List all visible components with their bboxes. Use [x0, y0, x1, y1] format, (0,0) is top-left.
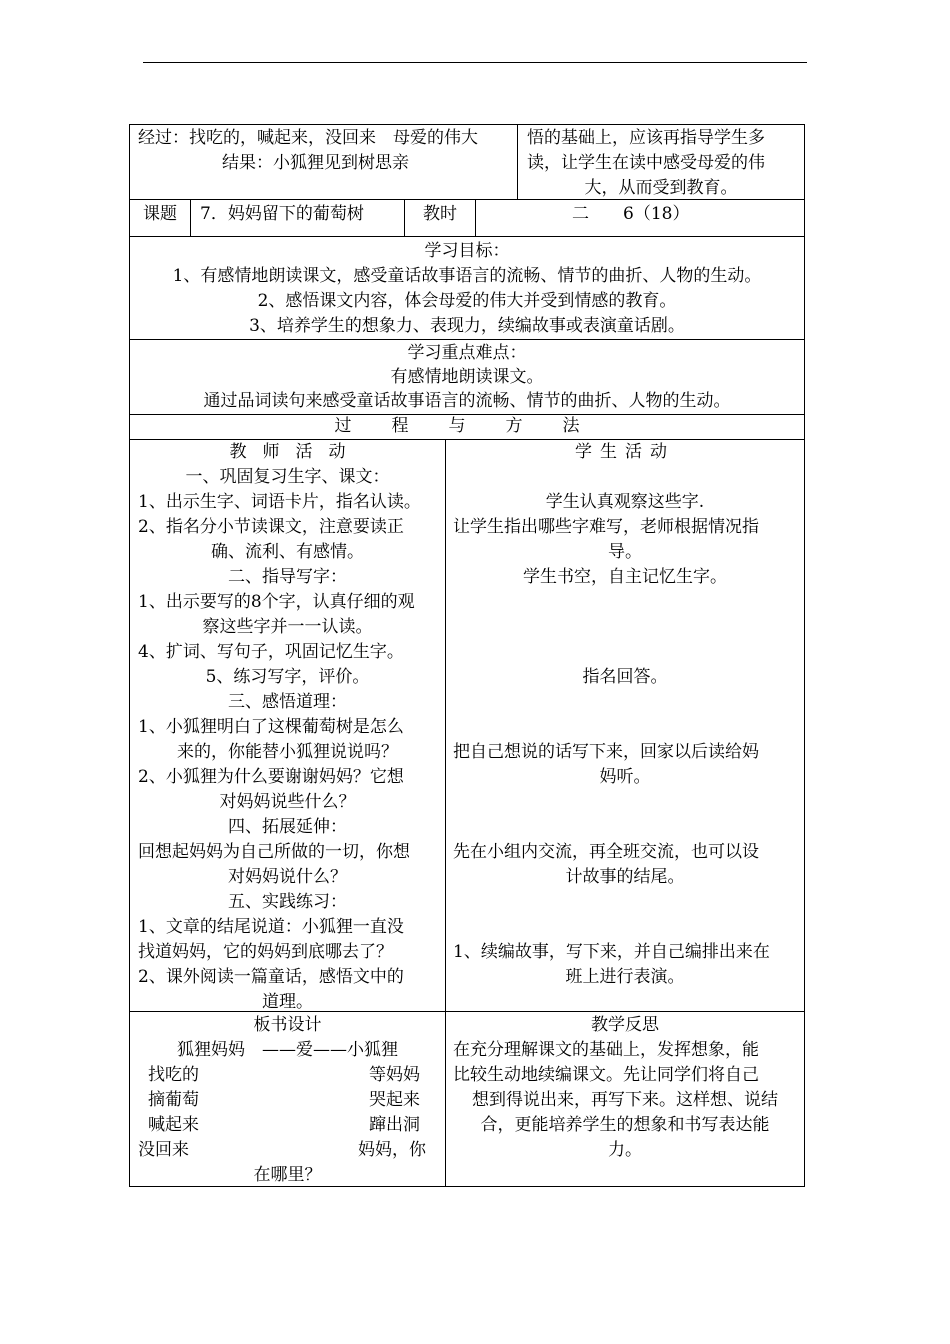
keypoint-1: 有感情地朗读课文。 — [390, 367, 544, 387]
keypoint-2: 通过品词读句来感受童话故事语言的流畅、情节的曲折、人物的生动。 — [203, 391, 731, 411]
teacher-line: 一、巩固复习生字、课文： — [185, 467, 390, 487]
board-title: 狐狸妈妈 ——爱——小狐狸 — [177, 1040, 398, 1060]
teacher-line: 1、小狐狸明白了这棵葡萄树是怎么 — [138, 717, 404, 737]
student-line: 导。 — [608, 542, 642, 562]
board-left-item: 找吃的 — [148, 1065, 199, 1085]
keypoints-heading: 学习重点难点： — [407, 343, 527, 363]
carryover-right-line-2: 读，让学生在读中感受母爱的伟 — [527, 153, 765, 173]
objective-1: 1、有感情地朗读课文，感受童话故事语言的流畅、情节的曲折、人物的生动。 — [172, 266, 762, 286]
teacher-line: 2、小狐狸为什么要谢谢妈妈？它想 — [138, 767, 404, 787]
teacher-line: 道理。 — [262, 992, 313, 1012]
topic-label: 课题 — [143, 204, 177, 224]
carryover-right-line-3: 大，从而受到教育。 — [584, 178, 738, 198]
objective-3: 3、培养学生的想象力、表现力，续编故事或表演童话剧。 — [249, 316, 685, 336]
board-right-item: 妈妈，你 — [358, 1140, 426, 1160]
teacher-line: 2、课外阅读一篇童话，感悟文中的 — [138, 967, 404, 987]
teacher-line: 察这些字并一一认读。 — [202, 617, 373, 637]
teacher-line: 确、流利、有感情。 — [211, 542, 364, 562]
student-line: 妈听。 — [599, 767, 651, 787]
student-line: 学生书空，自主记忆生字。 — [523, 567, 727, 587]
reflection-line: 力。 — [608, 1140, 642, 1160]
reflection-line: 想到得说出来，再写下来。这样想、说结 — [472, 1090, 778, 1110]
board-left-item: 喊起来 — [148, 1115, 199, 1135]
reflection-line: 在充分理解课文的基础上，发挥想象，能 — [453, 1040, 759, 1060]
teacher-line: 来的，你能替小狐狸说说吗？ — [177, 742, 398, 762]
reflection-heading: 教学反思 — [591, 1015, 659, 1035]
board-heading: 板书设计 — [253, 1015, 322, 1035]
teacher-line: 1、文章的结尾说道：小狐狸一直没 — [138, 917, 404, 937]
reflection-line: 比较生动地续编课文。先让同学们将自己 — [453, 1065, 759, 1085]
student-line: 班上进行表演。 — [565, 967, 685, 987]
board-left-item: 没回来 — [138, 1140, 189, 1160]
carryover-right-line-1: 悟的基础上，应该再指导学生多 — [527, 128, 765, 148]
period-value: 二 6（18） — [572, 204, 690, 224]
teacher-line: 4、扩词、写句子，巩固记忆生字。 — [138, 642, 404, 662]
teacher-line: 对妈妈说什么？ — [228, 867, 347, 887]
teacher-line: 2、指名分小节读课文，注意要读正 — [138, 517, 404, 537]
carryover-line-2: 结果：小狐狸见到树思亲 — [222, 153, 409, 173]
student-line: 先在小组内交流，再全班交流，也可以设 — [453, 842, 759, 862]
teacher-line: 5、练习写字，评价。 — [205, 667, 370, 687]
teacher-line: 1、出示生字、词语卡片，指名认读。 — [138, 492, 421, 512]
board-right-item: 蹿出洞 — [369, 1115, 420, 1135]
teacher-line: 四、拓展延伸： — [228, 817, 347, 837]
teacher-heading: 教师活动 — [229, 442, 362, 462]
student-line: 计故事的结尾。 — [565, 867, 685, 887]
student-line: 把自己想说的话写下来，回家以后读给妈 — [453, 742, 759, 762]
student-line: 让学生指出哪些字难写，老师根据情况指 — [453, 517, 759, 537]
header-rule — [143, 62, 807, 63]
carryover-line-1: 经过：找吃的，喊起来，没回来 母爱的伟大 — [138, 128, 478, 148]
process-heading: 过程与方法 — [334, 416, 620, 436]
board-last-line: 在哪里？ — [253, 1165, 322, 1185]
objectives-heading: 学习目标： — [424, 241, 510, 261]
teacher-line: 二、指导写字： — [228, 567, 347, 587]
topic-value: 7．妈妈留下的葡萄树 — [200, 204, 364, 224]
teacher-line: 五、实践练习： — [228, 892, 347, 912]
teacher-line: 三、感悟道理： — [228, 692, 347, 712]
student-line: 学生认真观察这些字. — [545, 492, 705, 512]
teacher-line: 找道妈妈，它的妈妈到底哪去了？ — [138, 942, 393, 962]
reflection-line: 合，更能培养学生的想象和书写表达能 — [480, 1115, 770, 1135]
student-line: 指名回答。 — [582, 667, 668, 687]
board-right-item: 哭起来 — [369, 1090, 420, 1110]
teacher-line: 对妈妈说些什么？ — [219, 792, 356, 812]
student-line: 1、续编故事，写下来，并自己编排出来在 — [453, 942, 770, 962]
period-label: 教时 — [423, 204, 457, 224]
board-right-item: 等妈妈 — [369, 1065, 420, 1085]
student-heading: 学生活动 — [575, 442, 675, 462]
teacher-line: 1、出示要写的8个字，认真仔细的观 — [138, 592, 415, 612]
board-left-item: 摘葡萄 — [148, 1090, 199, 1110]
teacher-line: 回想起妈妈为自己所做的一切，你想 — [138, 842, 410, 862]
objective-2: 2、感悟课文内容，体会母爱的伟大并受到情感的教育。 — [257, 291, 677, 311]
